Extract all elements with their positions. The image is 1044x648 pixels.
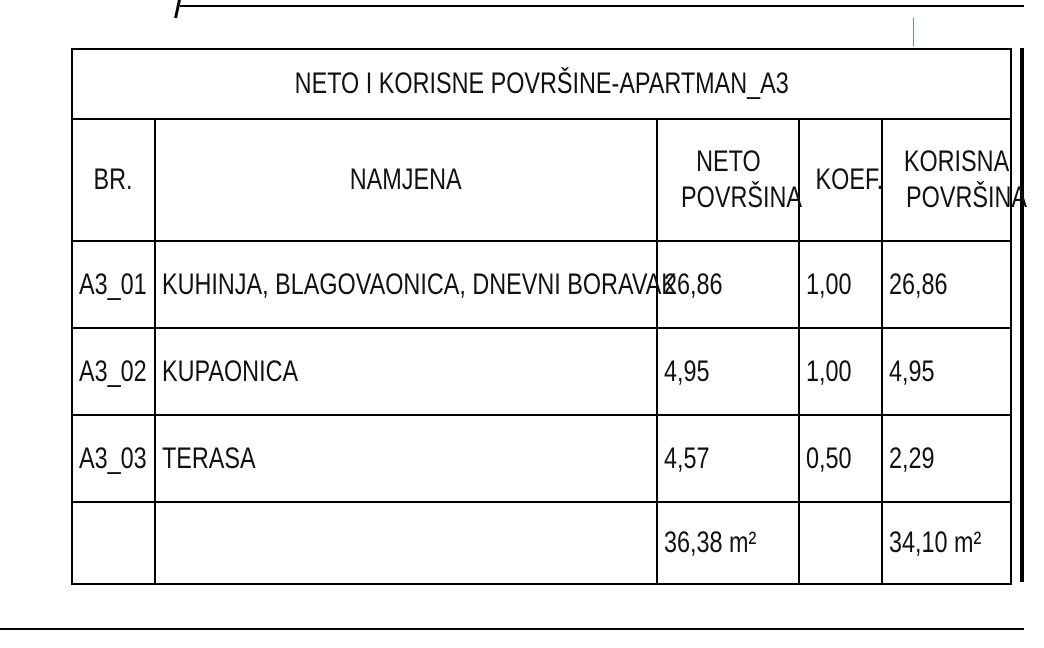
cell-empty: [155, 502, 657, 584]
cell-neto: 4,95: [657, 328, 799, 415]
cell-neto: 4,57: [657, 415, 799, 502]
table-row: [72, 328, 1011, 415]
header-neto-povrsina: NETO POVRŠINA: [657, 119, 799, 241]
cell-namjena: TERASA: [155, 415, 657, 502]
cell-br: A3_03: [72, 415, 155, 502]
header-koef: KOEF.: [799, 119, 882, 241]
cell-namjena: KUHINJA, BLAGOVAONICA, DNEVNI BORAVAK: [155, 241, 657, 328]
drawing-border-top: [180, 5, 1024, 7]
cell-korisna: 2,29: [882, 415, 1011, 502]
table-totals-row: [72, 502, 1011, 584]
drawing-marker: [913, 18, 914, 46]
drawing-border-bottom: [0, 628, 1024, 630]
table-right-border: [1020, 48, 1024, 582]
table-header-row: [72, 119, 1011, 241]
table-row: [72, 241, 1011, 328]
table-row: [72, 415, 1011, 502]
cell-empty: [799, 502, 882, 584]
cell-korisna: 4,95: [882, 328, 1011, 415]
total-neto: 36,38 m²: [657, 502, 799, 584]
cell-koef: 1,00: [799, 241, 882, 328]
drawing-line-tick: [174, 0, 181, 18]
cell-br: A3_01: [72, 241, 155, 328]
area-table: [71, 48, 1027, 585]
cell-koef: 1,00: [799, 328, 882, 415]
cell-namjena: KUPAONICA: [155, 328, 657, 415]
cell-empty: [72, 502, 155, 584]
cell-neto: 26,86: [657, 241, 799, 328]
table-title: NETO I KORISNE POVRŠINE-APARTMAN_A3: [294, 67, 789, 100]
header-namjena: NAMJENA: [155, 119, 657, 241]
cell-koef: 0,50: [799, 415, 882, 502]
header-korisna-povrsina: KORISNA POVRŠINA: [882, 119, 1011, 241]
table-title-cell: [72, 49, 1011, 119]
cell-br: A3_02: [72, 328, 155, 415]
cell-korisna: 26,86: [882, 241, 1011, 328]
header-br: BR.: [72, 119, 155, 241]
total-korisna: 34,10 m²: [882, 502, 1011, 584]
table-title-row: [72, 49, 1011, 119]
